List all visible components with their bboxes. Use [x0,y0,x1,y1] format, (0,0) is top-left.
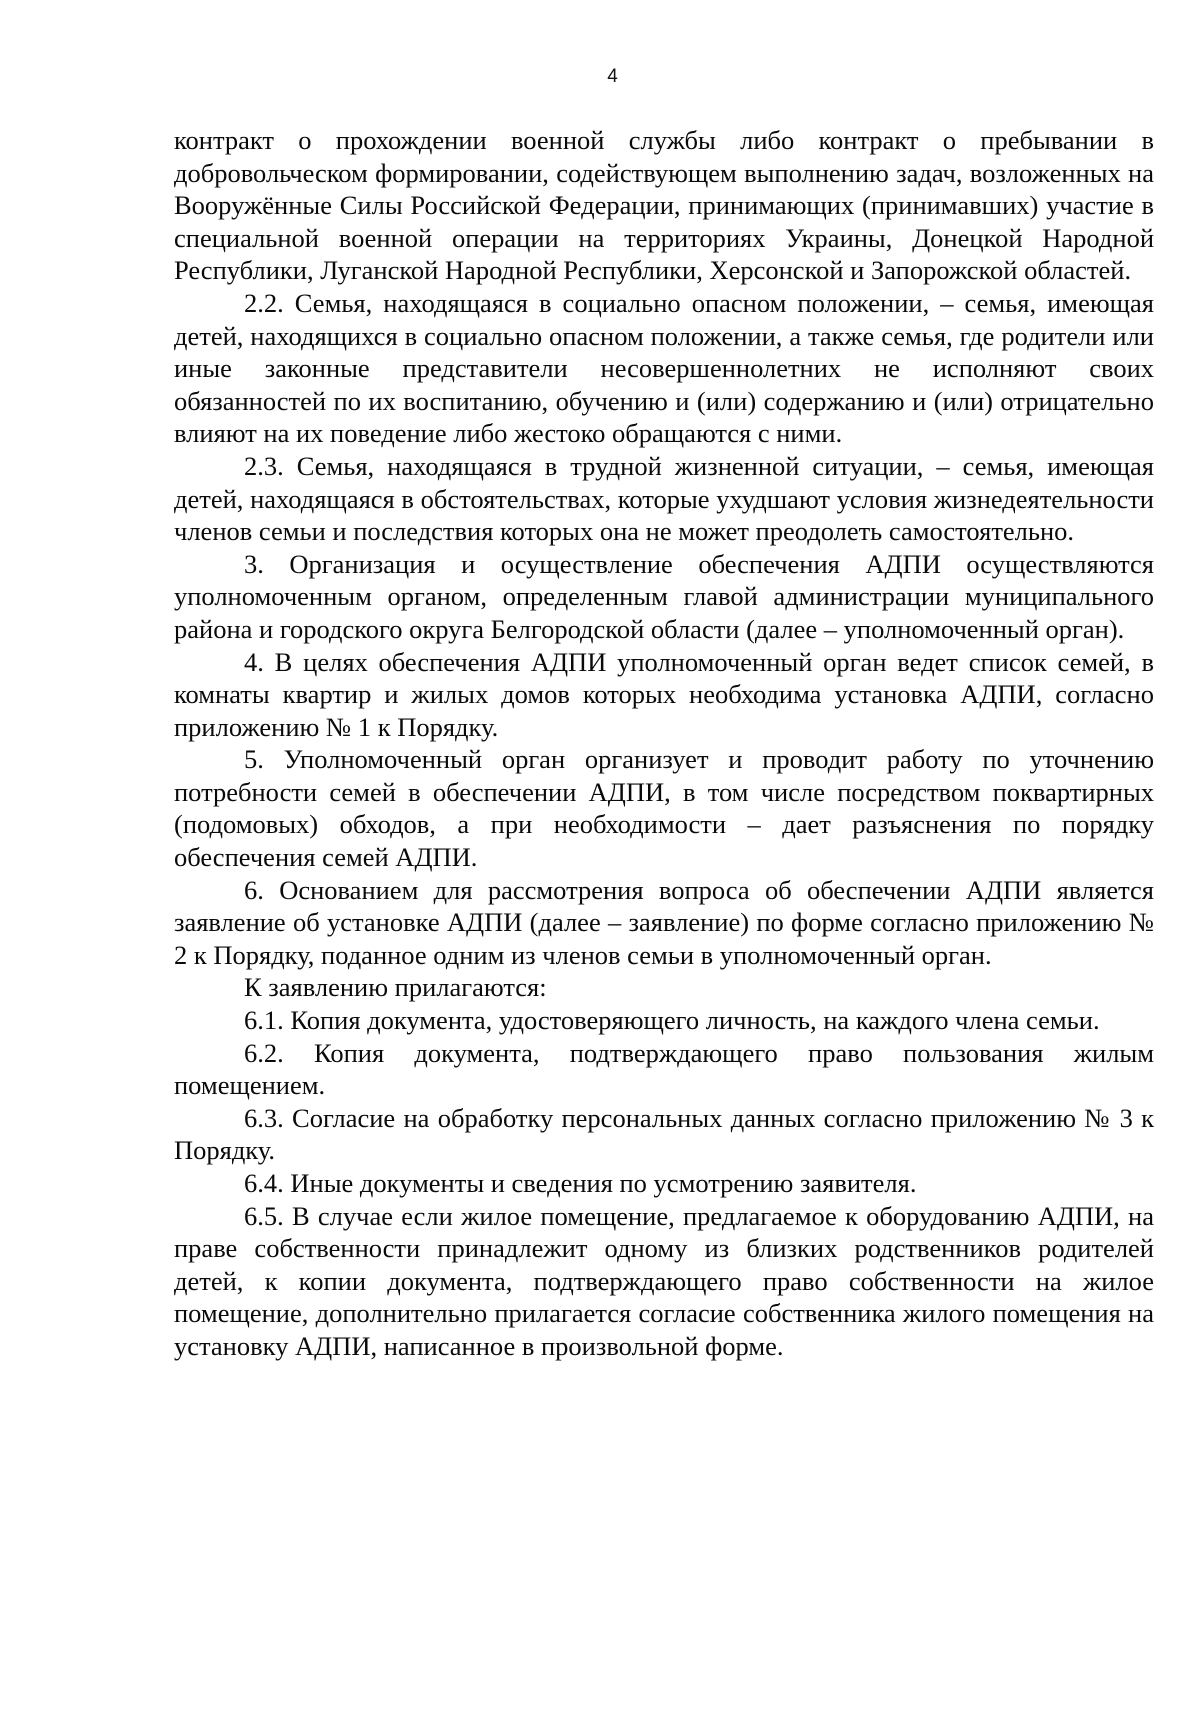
paragraph-6-4: 6.4. Иные документы и сведения по усмотрению заявителя. [244,1168,917,1198]
paragraph-6-1: 6.1. Копия документа, удостоверяющего личность, на каждого члена семьи. [244,1005,1100,1036]
paragraph-6: 6. Основанием для рассмотрения вопроса об обеспечении АДПИ является заявление об установке АДПИ (далее – заявление) по форме согласно приложению № 2 к Порядку, поданное одним из членов семьи в уполномоченный орган. [174,874,1154,970]
paragraph-continuation: контракт о прохождении военной службы либо контракт о пребывании в добровольческом формировании, содействующем выполнению задач, возложенных на Вооружённые Силы Российской Федерации, принимающих (принимавших) участие в специальной военной операции на территориях Украины, Донецкой Народной Республики, Луганской Народной Республики, Херсонской и Запорожской областей. [174,125,1154,286]
paragraph-6-3: 6.3. Согласие на обработку персональных данных согласно приложению № 3 к Порядку. [174,1102,1154,1166]
paragraph-6-2: 6.2. Копия документа, подтверждающего право пользования жилым помещением. [174,1037,1154,1101]
page-number: 4 [607,66,618,87]
attachments-intro: К заявлению прилагаются: [244,972,547,1003]
document-body [174,124,1154,1363]
paragraph-2-2: 2.2. Семья, находящаяся в социально опасном положении, – семья, имеющая детей, находящихся в социально опасном положении, а также семья, где родители или иные законные представители несовершеннолетних не исполняют своих обязанностей по их воспитанию, обучению и (или) содержанию и (или) отрицательно влияют на их поведение либо жестоко обращаются с ними. [174,287,1154,449]
paragraph-2-3: 2.3. Семья, находящаяся в трудной жизненной ситуации, – семья, имеющая детей, находящаяся в обстоятельствах, которые ухудшают условия жизнедеятельности членов семьи и последствия которых она не может преодолеть самостоятельно. [174,450,1154,547]
paragraph-5: 5. Уполномоченный орган организует и проводит работу по уточнению потребности семей в обеспечении АДПИ, в том числе посредством поквартирных (подомовых) обходов, а при необходимости – дает разъяснения по порядку обеспечения семей АДПИ. [174,744,1154,873]
paragraph-3: 3. Организация и осуществление обеспечения АДПИ осуществляются уполномоченным органом, определенным главой администрации муниципального района и городского округа Белгородской области (далее – уполномоченный орган). [174,548,1154,644]
paragraph-6-5: 6.5. В случае если жилое помещение, предлагаемое к оборудованию АДПИ, на праве собственности принадлежит одному из близких родственников родителей детей, к копии документа, подтверждающего право собственности на жилое помещение, дополнительно прилагается согласие собственника жилого помещения на установку АДПИ, написанное в произвольной форме. [174,1200,1154,1361]
paragraph-4: 4. В целях обеспечения АДПИ уполномоченный орган ведет список семей, в комнаты квартир и жилых домов которых необходима установка АДПИ, согласно приложению № 1 к Порядку. [174,646,1154,742]
